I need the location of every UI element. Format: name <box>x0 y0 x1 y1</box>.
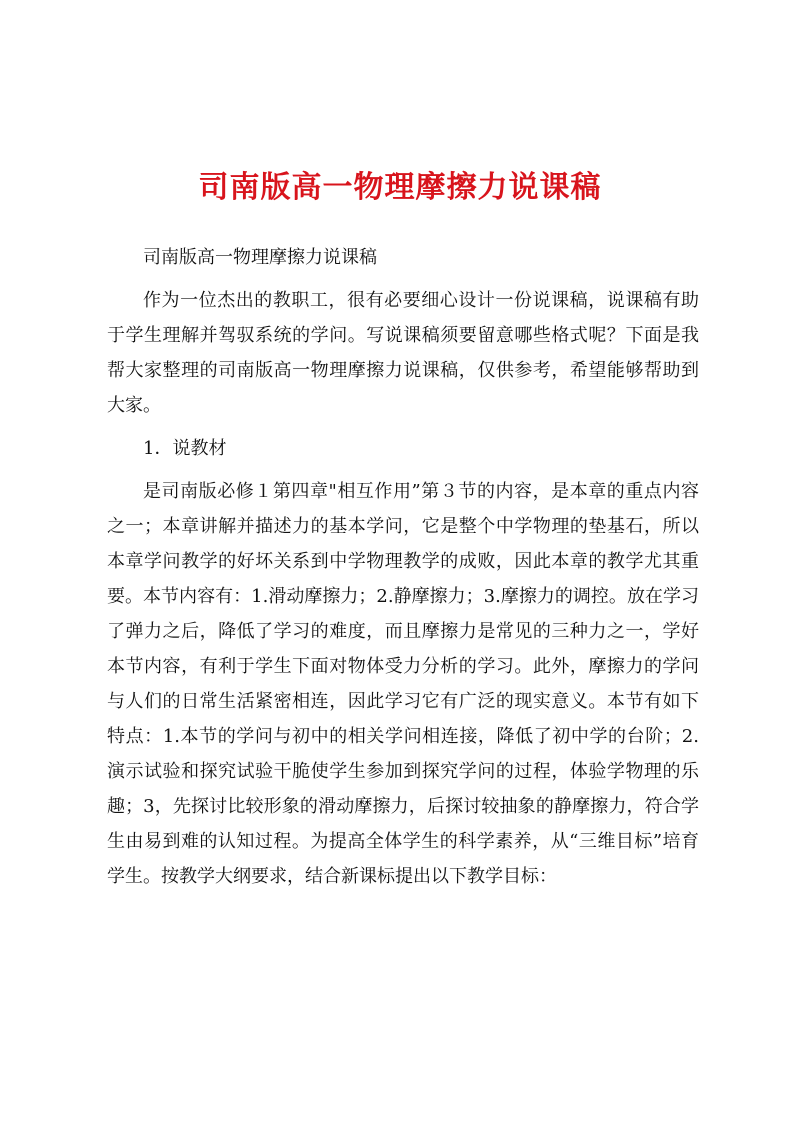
paragraph-gap <box>107 423 699 431</box>
document-title: 司南版高一物理摩擦力说课稿 <box>198 170 602 205</box>
paragraph-content: 是司南版必修１第四章"相互作用”第３节的内容，是本章的重点内容之一；本章讲解并描述力的基本学问，它是整个中学物理的垫基石，所以本章学问教学的好坏关系到中学物理教学的成败，因此本章的教学尤其重要。本节内容有：1.滑动摩擦力；2.静摩擦力；3.摩擦力的调控。放在学习了弹力之后，降低了学习的难度，而且摩擦力是常见的三种力之一，学好本节内容，有利于学生下面对物体受力分析的学习。此外，摩擦力的学问与人们的日常生活紧密相连，因此学习它有广泛的现实意义。本节有如下特点：1.本节的学问与初中的相关学问相连接，降低了初中学的台阶；2.演示试验和探究试验干脆使学生参加到探究学问的过程，体验学物理的乐趣；3，先探讨比较形象的滑动摩擦力，后探讨较抽象的静摩擦力，符合学生由易到难的认知过程。为提高全体学生的科学素养，从“三维目标”培育学生。按教学大纲要求，结合新课标提出以下教学目标： <box>107 481 699 887</box>
paragraph-intro: 作为一位杰出的教职工，很有必要细心设计一份说课稿，说课稿有助于学生理解并驾驭系统的学问。写说课稿须要留意哪些格式呢？下面是我帮大家整理的司南版高一物理摩擦力说课稿，仅供参考，希望能够帮助到大家。 <box>107 290 699 416</box>
paragraph-subtitle: 司南版高一物理摩擦力说课稿 <box>143 247 377 268</box>
document-body <box>107 240 699 894</box>
paragraph-gap <box>107 275 699 283</box>
section-heading: 1．说教材 <box>143 438 227 459</box>
paragraph-gap <box>107 466 699 474</box>
